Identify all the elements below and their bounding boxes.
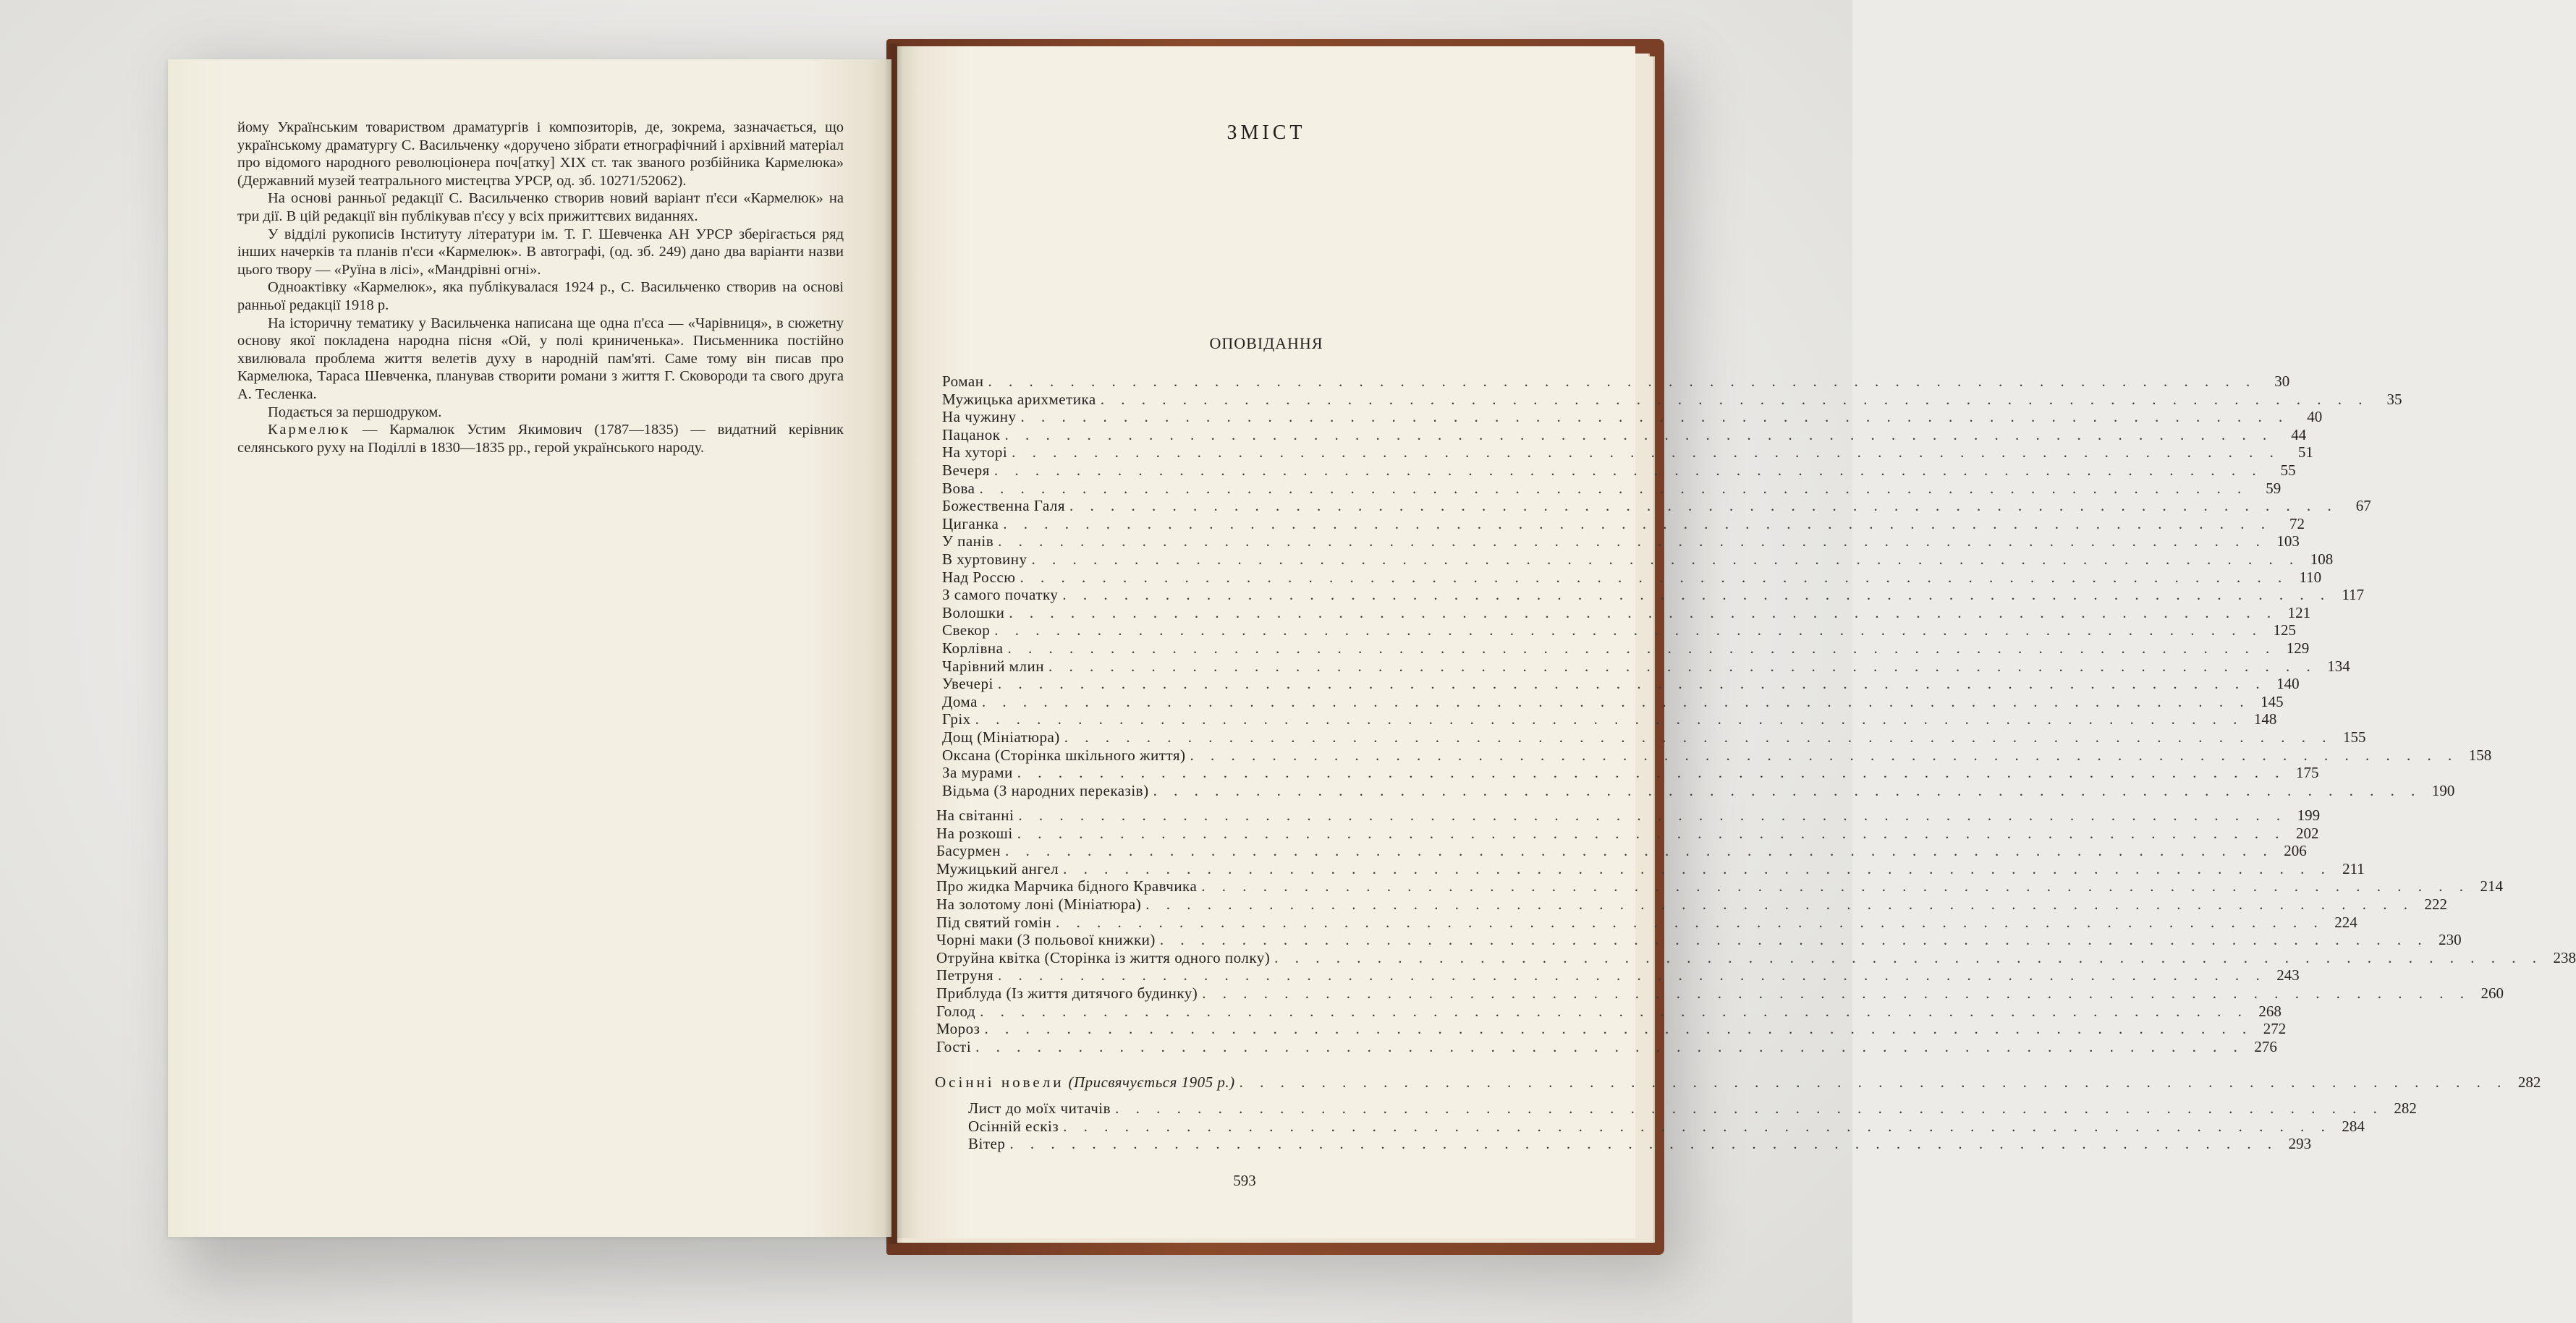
toc-leader-dots: . . . . . . . . . . . . . . . . . . . . . . . . . . . . . . . . . . . . . . . . . . . . . . . . . . . . . . . . . . . . . . [1012,443,2280,461]
toc-entry [936,948,2576,966]
toc-leader-dots: . . . . . . . . . . . . . . . . . . . . . . . . . . . . . . . . . . . . . . . . . . . . . . . . . . . . . . . . . . . . . . [1069,497,2338,515]
toc-entry [942,746,2492,764]
toc-leader-dots: . . . . . . . . . . . . . . . . . . . . . . . . . . . . . . . . . . . . . . . . . . . . . . . . . . . . . . . . . . . . . . [993,461,2263,479]
toc-entry-title: Волошки [942,603,1005,621]
toc-entry-title: Оксана (Сторінка шкільного життя) [942,746,1186,764]
toc-entry-title: Осінні новели [935,1073,1064,1091]
toc-entry [936,807,2321,824]
toc-entry [942,639,2310,657]
toc-entry [942,550,2334,568]
toc-entry [942,621,2297,639]
toc-leader-dots: . . . . . . . . . . . . . . . . . . . . . . . . . . . . . . . . . . . . . . . . . . . . . . . . . . . . . . . . . . . . . . [1190,746,2459,764]
toc-entry-page: 103 [2276,532,2300,550]
toc-entry-title: Про жидка Марчика бідного Кравчика [936,877,1198,896]
toc-entry-title: Вітер [968,1135,1006,1153]
toc-entry-page: 199 [2297,807,2321,824]
toc-entry-page: 72 [2289,514,2305,532]
toc-leader-dots: . . . . . . . . . . . . . . . . . . . . . . . . . . . . . . . . . . . . . . . . . . . . . . . . . . . . . . . . . . . . . . [975,710,2244,728]
toc-entry-title: Роман [942,373,984,390]
page-number: 593 [1233,1172,1256,1189]
note-paragraph [237,421,844,456]
toc-leader-dots: . . . . . . . . . . . . . . . . . . . . . . . . . . . . . . . . . . . . . . . . . . . . . . . . . . . . . . . . . . . . . . [1020,568,2289,586]
toc-entry-title: Увечері [942,675,993,693]
toc-entry-title: Гості [936,1037,972,1055]
toc-leader-dots: . . . . . . . . . . . . . . . . . . . . . . . . . . . . . . . . . . . . . . . . . . . . . . . . . . . . . . . . . . . . . . [984,1020,2253,1038]
toc-entry [936,931,2462,949]
toc-entry-page: 276 [2254,1037,2277,1055]
toc-entry [942,514,2305,532]
toc-entry-title: Басурмен [936,842,1001,860]
toc-leader-dots: . . . . . . . . . . . . . . . . . . . . . . . . . . . . . . . . . . . . . . . . . . . . . . . . . . . . . . . . . . . . . . [1017,764,2286,782]
toc-entry-page: 238 [2553,948,2576,966]
toc-entry-title: На золотому лоні (Мініатюра) [936,896,1142,913]
toc-entry-title: Свекор [942,621,991,639]
toc-entry-page: 40 [2307,408,2323,426]
toc-entry-page: 211 [2342,859,2365,877]
toc-entry-page: 190 [2431,781,2455,799]
toc-leader-dots: . . . . . . . . . . . . . . . . . . . . . . . . . . . . . . . . . . . . . . . . . . . . . . . . . . . . . . . . . . . . . . [1063,1117,2331,1135]
toc-entry-page: 282 [2394,1099,2417,1117]
toc-leader-dots: . . . . . . . . . . . . . . . . . . . . . . . . . . . . . . . . . . . . . . . . . . . . . . . . . . . . . . . . . . . . . . [1003,514,2272,532]
toc-leader-dots: . . . . . . . . . . . . . . . . . . . . . . . . . . . . . . . . . . . . . . . . . . . . . . . . . . . . . . . . . . . . . . [1009,1135,2279,1153]
toc-leader-dots: . . . . . . . . . . . . . . . . . . . . . . . . . . . . . . . . . . . . . . . . . . . . . . . . . . . . . . . . . . . . . . [994,621,2263,639]
toc-entry [942,586,2365,604]
toc-leader-dots: . . . . . . . . . . . . . . . . . . . . . . . . . . . . . . . . . . . . . . . . . . . . . . . . . . . . . . . . . . . . . . [979,479,2248,497]
toc-entry-dedication: (Присвячується 1905 р.) [1068,1073,1235,1091]
toc-leader-dots: . . . . . . . . . . . . . . . . . . . . . . . . . . . . . . . . . . . . . . . . . . . . . . . . . . . . . . . . . . . . . . [1063,859,2331,877]
toc-entry-page: 272 [2263,1020,2287,1038]
paragraph: У відділі рукописів Інституту літератури ім. Т. Г. Шевченка АН УРСР зберігається ряд інших начерків та планів п'єси «Кармелюк». В автографі, (од. зб. 249) дано два варіанти назви цього твору — «Руїна в лісі», «Мандрівні огні». [237,226,844,278]
toc-leader-dots: . . . . . . . . . . . . . . . . . . . . . . . . . . . . . . . . . . . . . . . . . . . . . . . . . . . . . . . . . . . . . . [1239,1073,2508,1091]
toc-leader-dots: . . . . . . . . . . . . . . . . . . . . . . . . . . . . . . . . . . . . . . . . . . . . . . . . . . . . . . . . . . . . . . [998,966,2266,984]
toc-entry-page: 224 [2334,913,2357,931]
toc-entry-page: 222 [2424,896,2447,913]
toc-entry-page: 148 [2253,710,2277,728]
toc-entry-page: 108 [2310,550,2334,568]
toc-leader-dots: . . . . . . . . . . . . . . . . . . . . . . . . . . . . . . . . . . . . . . . . . . . . . . . . . . . . . . . . . . . . . . [988,373,2257,390]
toc-leader-dots: . . . . . . . . . . . . . . . . . . . . . . . . . . . . . . . . . . . . . . . . . . . . . . . . . . . . . . . . . . . . . . [1115,1099,2384,1117]
toc-entry-page: 51 [2297,443,2313,461]
toc-leader-dots: . . . . . . . . . . . . . . . . . . . . . . . . . . . . . . . . . . . . . . . . . . . . . . . . . . . . . . . . . . . . . . [1100,390,2369,408]
toc-entry-page: 230 [2439,931,2462,949]
toc-entry [942,390,2402,408]
toc-entry-title: Петруня [936,966,994,984]
toc-entry [936,842,2307,860]
toc-leader-dots: . . . . . . . . . . . . . . . . . . . . . . . . . . . . . . . . . . . . . . . . . . . . . . . . . . . . . . . . . . . . . . [1056,913,2324,931]
toc-entry-title: Пацанок [942,425,1001,443]
toc-entry-title: З самого початку [942,586,1059,604]
toc-leader-dots: . . . . . . . . . . . . . . . . . . . . . . . . . . . . . . . . . . . . . . . . . . . . . . . . . . . . . . . . . . . . . . [1004,842,2274,860]
toc-entry-title: Вова [942,479,975,497]
toc-entry [968,1135,2312,1153]
toc-entry-title: В хуртовину [942,550,1028,568]
toc-entry [936,1020,2287,1038]
toc-leader-dots: . . . . . . . . . . . . . . . . . . . . . . . . . . . . . . . . . . . . . . . . . . . . . . . . . . . . . . . . . . . . . . [1159,931,2428,949]
toc-entry [936,859,2365,877]
toc-entry [936,1002,2281,1020]
toc-leader-dots: . . . . . . . . . . . . . . . . . . . . . . . . . . . . . . . . . . . . . . . . . . . . . . . . . . . . . . . . . . . . . . [1274,948,2543,966]
toc-entry-page: 284 [2342,1117,2365,1135]
paragraph: На основі ранньої редакції С. Васильченко створив новий варіант п'єси «Кармелюк» на три дії. В цій редакції він публікував п'єсу у всіх прижиттєвих виданнях. [237,190,844,224]
toc-entry-title: Циганка [942,514,999,532]
toc-entry-title: Божественна Галя [942,497,1066,515]
toc-entry-page: 35 [2386,390,2402,408]
toc-entry [942,408,2323,426]
toc-entry-page: 117 [2342,586,2365,604]
toc-leader-dots: . . . . . . . . . . . . . . . . . . . . . . . . . . . . . . . . . . . . . . . . . . . . . . . . . . . . . . . . . . . . . . [1009,603,2278,621]
note-name: Кармелюк [268,422,351,438]
toc-entry [942,479,2281,497]
toc-entry-title: Отруйна квітка (Сторінка із життя одного полку) [936,948,1271,966]
toc-entry [936,824,2319,842]
toc-entry-title: Мужицький ангел [936,859,1059,877]
toc-entry-title: Дома [942,692,978,710]
toc-entry-page: 121 [2287,603,2311,621]
toc-entry-title: Відьма (З народних переказів) [942,781,1149,799]
toc-leader-dots: . . . . . . . . . . . . . . . . . . . . . . . . . . . . . . . . . . . . . . . . . . . . . . . . . . . . . . . . . . . . . . [1153,781,2422,799]
toc-entry [942,710,2277,728]
toc-leader-dots: . . . . . . . . . . . . . . . . . . . . . . . . . . . . . . . . . . . . . . . . . . . . . . . . . . . . . . . . . . . . . . [997,675,2266,693]
note-text: — Кармалюк Устим Якимович (1787—1835) — видатний керівник селянського руху на Поділлі в 1830—1835 рр., герой українського народу. [237,422,844,456]
toc-leader-dots: . . . . . . . . . . . . . . . . . . . . . . . . . . . . . . . . . . . . . . . . . . . . . . . . . . . . . . . . . . . . . . [980,1002,2248,1020]
toc-entry [942,461,2296,479]
toc-entry [942,568,2322,586]
toc-entry [936,896,2447,913]
toc-entry-title: Приблуда (Із життя дитячого будинку) [936,984,1198,1002]
toc-entry-title: Під святий гомін [936,913,1052,931]
toc-entry-page: 155 [2343,728,2366,746]
toc-leader-dots: . . . . . . . . . . . . . . . . . . . . . . . . . . . . . . . . . . . . . . . . . . . . . . . . . . . . . . . . . . . . . . [975,1037,2244,1055]
paragraph: йому Українським товариством драматургів і композиторів, де, зокрема, зазначається, що українському драматургу С. Васильченку «доручено зібрати етнографічний і архівний матеріал про відомого народного революціонера поч[атку] XIX ст. так званого розбійника Кармелюка» (Державний музей театрального мистецтва УРСР, од. зб. 10271/52062). [237,119,844,189]
toc-entry-title: Гріх [942,710,971,728]
toc-entry-title: Над Россю [942,568,1016,586]
toc-entry [942,425,2307,443]
toc-entry-title: Вечеря [942,461,990,479]
toc-leader-dots: . . . . . . . . . . . . . . . . . . . . . . . . . . . . . . . . . . . . . . . . . . . . . . . . . . . . . . . . . . . . . . [1201,877,2470,896]
toc-entry-page: 214 [2480,877,2504,896]
toc-entry [942,373,2290,390]
toc-leader-dots: . . . . . . . . . . . . . . . . . . . . . . . . . . . . . . . . . . . . . . . . . . . . . . . . . . . . . . . . . . . . . . [1004,425,2274,443]
toc-entry [968,1099,2417,1117]
toc-entry-title: Мороз [936,1020,980,1038]
toc-entry [935,1073,2541,1091]
toc-entry-title: За мурами [942,764,1013,782]
toc-entry-page: 202 [2295,824,2319,842]
toc-entry [968,1117,2365,1135]
toc-leader-dots: . . . . . . . . . . . . . . . . . . . . . . . . . . . . . . . . . . . . . . . . . . . . . . . . . . . . . . . . . . . . . . [1020,408,2289,426]
paragraph: Одноактівку «Кармелюк», яка публікувалася 1924 р., С. Васильченко створив на основі ранньої редакції 1918 р. [237,279,844,313]
toc-entry-title: На хуторі [942,443,1008,461]
toc-entry-page: 206 [2284,842,2307,860]
toc-leader-dots: . . . . . . . . . . . . . . . . . . . . . . . . . . . . . . . . . . . . . . . . . . . . . . . . . . . . . . . . . . . . . . [1017,824,2286,842]
toc-entry-page: 158 [2468,746,2492,764]
toc-entry-title: Чорні маки (З польової книжки) [936,931,1156,949]
toc-entry-page: 59 [2266,479,2281,497]
toc-leader-dots: . . . . . . . . . . . . . . . . . . . . . . . . . . . . . . . . . . . . . . . . . . . . . . . . . . . . . . . . . . . . . . [1007,639,2276,657]
toc-entry-title: Осінній ескіз [968,1117,1059,1135]
toc-entry-title: Дощ (Мініатюра) [942,728,1060,746]
toc-entry-page: 175 [2295,764,2319,782]
toc-leader-dots: . . . . . . . . . . . . . . . . . . . . . . . . . . . . . . . . . . . . . . . . . . . . . . . . . . . . . . . . . . . . . . [1062,586,2331,604]
toc-entry-page: 282 [2517,1073,2541,1091]
toc-entry-page: 44 [2291,425,2307,443]
toc-leader-dots: . . . . . . . . . . . . . . . . . . . . . . . . . . . . . . . . . . . . . . . . . . . . . . . . . . . . . . . . . . . . . . [1031,550,2300,568]
toc-title: ЗМІСТ [1226,122,1306,144]
paragraph: Подається за першодруком. [268,404,442,420]
toc-entry-page: 67 [2355,497,2371,515]
toc-entry-page: 140 [2276,675,2300,693]
toc-entry-title: Чарівний млин [942,657,1044,675]
section-title: ОПОВІДАННЯ [1209,334,1323,352]
paragraph: На історичну тематику у Васильченка написана ще одна п'єса — «Чарівниця», в сюжетну основу якої покладена народна пісня «Ой, у полі криниченька». Письменника постійно хвилювала проблема життя велетів духу в народній пам'яті. Саме тому він писав про Кармелюка, Тараса Шевченка, планував створити романи з життя Г. Сковороди та свого друга А. Тесленка. [237,315,844,402]
toc-entry [942,657,2350,675]
toc-entry [936,913,2357,931]
toc-entry [936,877,2504,896]
toc-entry-title: Мужицька арихметика [942,390,1096,408]
toc-entry-page: 243 [2276,966,2300,984]
toc-leader-dots: . . . . . . . . . . . . . . . . . . . . . . . . . . . . . . . . . . . . . . . . . . . . . . . . . . . . . . . . . . . . . . [1048,657,2317,675]
toc-entry-page: 125 [2273,621,2297,639]
toc-entry-page: 293 [2288,1135,2312,1153]
toc-entry [936,1037,2277,1055]
toc-entry-title: Лист до моїх читачів [968,1099,1111,1117]
toc-entry-page: 260 [2480,984,2504,1002]
toc-entry [942,675,2300,693]
book-gutter [884,43,903,1244]
toc-entry-title: На чужину [942,408,1017,426]
toc-leader-dots: . . . . . . . . . . . . . . . . . . . . . . . . . . . . . . . . . . . . . . . . . . . . . . . . . . . . . . . . . . . . . . [1064,728,2333,746]
toc-entry [942,532,2300,550]
toc-entry [942,764,2319,782]
toc-entry [942,603,2311,621]
toc-entry-title: Голод [936,1002,976,1020]
toc-entry-page: 145 [2261,692,2284,710]
toc-leader-dots: . . . . . . . . . . . . . . . . . . . . . . . . . . . . . . . . . . . . . . . . . . . . . . . . . . . . . . . . . . . . . . [1202,984,2470,1002]
toc-entry [936,966,2300,984]
toc-leader-dots: . . . . . . . . . . . . . . . . . . . . . . . . . . . . . . . . . . . . . . . . . . . . . . . . . . . . . . . . . . . . . . [981,692,2250,710]
toc-leader-dots: . . . . . . . . . . . . . . . . . . . . . . . . . . . . . . . . . . . . . . . . . . . . . . . . . . . . . . . . . . . . . . [998,532,2266,550]
toc-leader-dots: . . . . . . . . . . . . . . . . . . . . . . . . . . . . . . . . . . . . . . . . . . . . . . . . . . . . . . . . . . . . . . [1018,807,2287,824]
toc-entry-page: 129 [2286,639,2310,657]
toc-entry-page: 55 [2280,461,2296,479]
toc-entry-page: 268 [2258,1002,2281,1020]
toc-entry [942,497,2371,515]
toc-entry [942,692,2284,710]
left-page-text [237,119,844,456]
toc-entry-title: У панів [942,532,994,550]
toc-entry [942,781,2455,799]
toc-entry-page: 134 [2327,657,2350,675]
toc-entry-title: Корлівна [942,639,1004,657]
toc-entry-title: На світанні [936,807,1014,824]
toc-leader-dots: . . . . . . . . . . . . . . . . . . . . . . . . . . . . . . . . . . . . . . . . . . . . . . . . . . . . . . . . . . . . . . [1145,896,2414,913]
toc-entry-page: 110 [2299,568,2322,586]
toc-entry [942,443,2313,461]
toc-entry-title: На розкоші [936,824,1013,842]
toc-entry [936,984,2504,1002]
toc-entry-page: 30 [2274,373,2290,390]
toc-entry [942,728,2366,746]
